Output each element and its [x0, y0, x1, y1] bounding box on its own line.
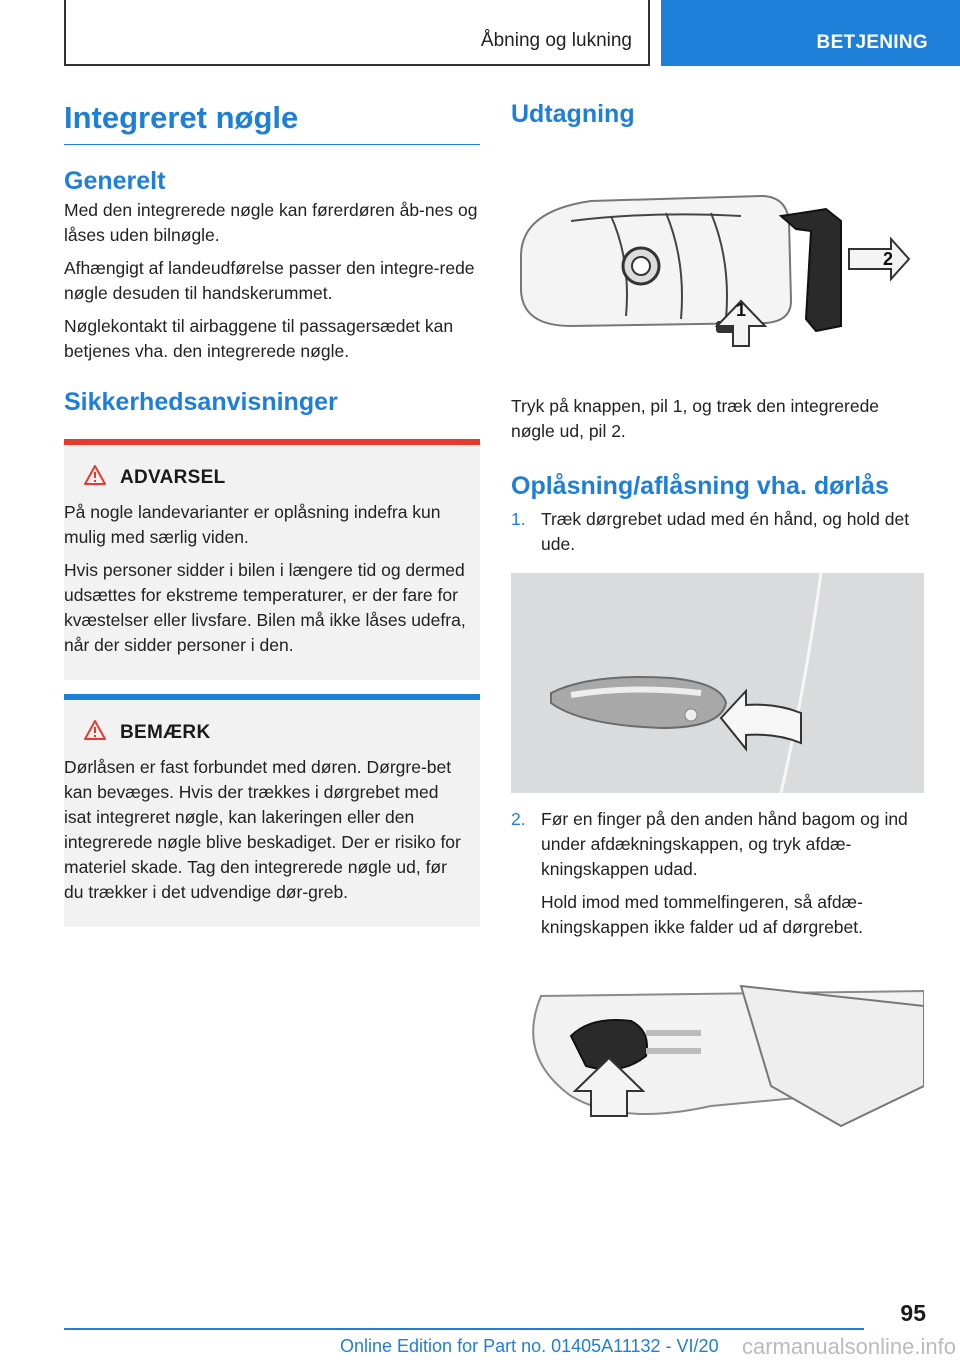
site-watermark: carmanualsonline.info: [741, 1334, 956, 1359]
cover-cap-illustration: [511, 966, 924, 1141]
general-heading: Generelt: [64, 167, 166, 195]
general-para-3: Nøglekontakt til airbaggene til passagersædet kan betjenes vha. den integrerede nøgle.: [64, 316, 454, 361]
step-1-number: 1.: [511, 509, 526, 529]
lock-heading: Oplåsning/aflåsning vha. dørlås: [511, 472, 889, 500]
door-handle-illustration: [511, 573, 924, 793]
callout-label-2: 2: [883, 249, 894, 269]
general-para-2: Afhængigt af landeudførelse passer den integre-rede nøgle desuden til handskerummet.: [64, 258, 475, 303]
footer-rule: [64, 1328, 864, 1330]
warning-para-1: På nogle landevarianter er oplåsning indefra kun mulig med særlig viden.: [64, 502, 441, 547]
key-removal-illustration: [511, 141, 924, 356]
removal-caption: Tryk på knappen, pil 1, og træk den integrerede nøgle ud, pil 2.: [511, 396, 880, 441]
step-1: [511, 507, 924, 557]
note-title: BEMÆRK: [120, 721, 211, 743]
caution-triangle-icon: [84, 720, 106, 745]
right-column: [511, 100, 924, 1141]
warning-title: ADVARSEL: [120, 466, 226, 488]
section-title: BETJENING: [816, 32, 928, 53]
note-box: [64, 694, 480, 927]
warning-triangle-icon: [84, 465, 106, 490]
page-title: Integreret nøgle: [64, 100, 480, 145]
callout-label-1: 1: [736, 300, 747, 320]
header-section-tab: [661, 0, 960, 66]
edition-note: Online Edition for Part no. 01405A11132 - VI/20: [340, 1336, 719, 1356]
left-column: [64, 100, 480, 927]
general-para-1: Med den integrerede nøgle kan førerdøren åb-nes og låses uden bilnøgle.: [64, 200, 478, 245]
page-number: 95: [900, 1300, 926, 1326]
safety-heading: Sikkerhedsanvisninger: [64, 388, 338, 416]
header-chapter-box: [64, 0, 650, 66]
step-2-text-2: Hold imod med tommelfingeren, så afdæ-kningskappen ikke falder ud af dørgrebet.: [541, 892, 863, 937]
step-2: [511, 807, 924, 940]
step-2-text-1: Før en finger på den anden hånd bagom og ind under afdækningskappen, og tryk afdæ-kningskappen udad.: [541, 809, 908, 879]
step-2-number: 2.: [511, 809, 526, 829]
chapter-title: Åbning og lukning: [480, 30, 632, 51]
warning-para-2: Hvis personer sidder i bilen i længere tid og dermed udsættes for ekstreme temperaturer, er der fare for kvæstelser eller livsfare. Bilen må ikke låses udefra, når der sidder personer i den.: [64, 560, 466, 655]
note-para-1: Dørlåsen er fast forbundet med døren. Dørgre-bet kan bevæges. Hvis der trækkes i dørgrebet med isat integreret nøgle, kan lakeringen eller den integrerede nøgle blive beskadiget. Der er risiko for materiel skade. Tag den integrerede nøgle ud, før du trækker i det udvendige dør-greb.: [64, 757, 461, 902]
step-1-text: Træk dørgrebet udad med én hånd, og hold det ude.: [541, 509, 910, 554]
warning-box: [64, 439, 480, 680]
note-header: [64, 720, 466, 745]
removal-heading: Udtagning: [511, 100, 635, 128]
warning-header: [64, 465, 466, 490]
